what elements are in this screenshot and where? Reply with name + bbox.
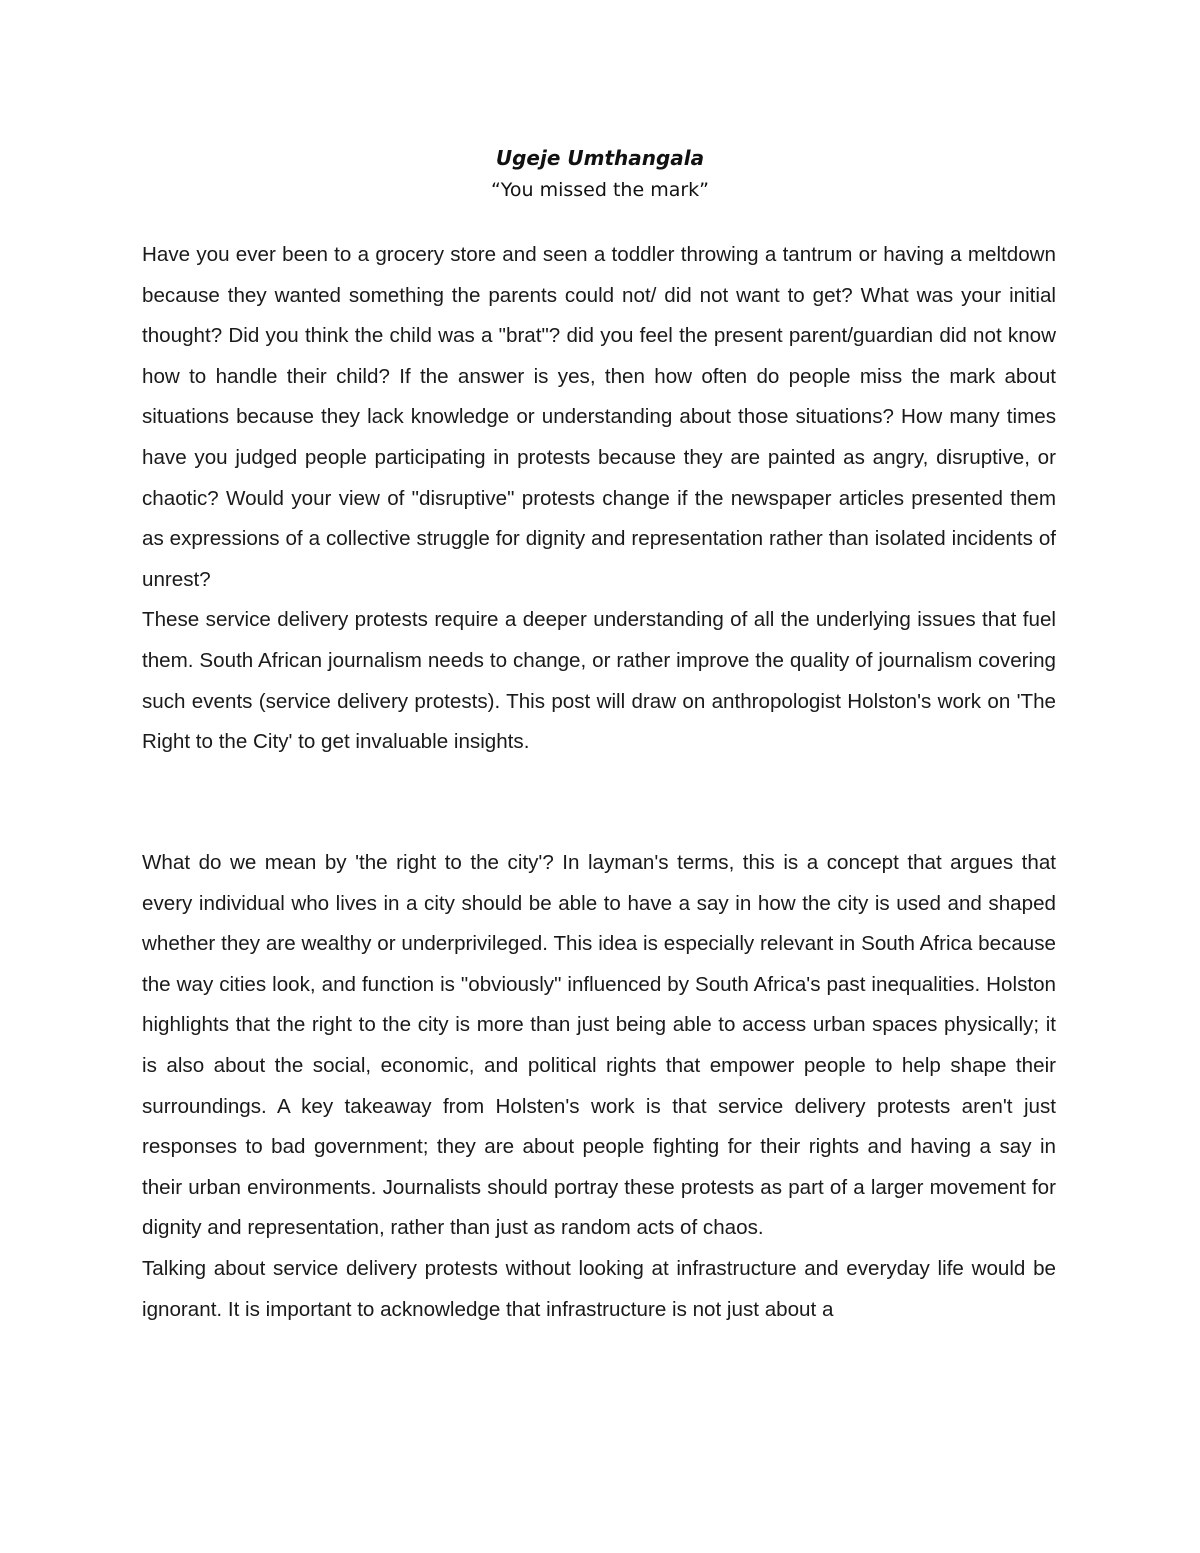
paragraph-3: What do we mean by 'the right to the city'? In layman's terms, this is a concept that argues that every individual who lives in a city should be able to have a say in how the city is used and shaped whether they are wealthy or underprivileged. This idea is especially relevant in South Africa because the way cities look, and function is "obviously" influenced by South Africa's past inequalities. Holston highlights that the right to the city is more than just being able to access urban spaces physically; it is also about the social, economic, and political rights that empower people to help shape their surroundings. A key takeaway from Holsten's work is that service delivery protests aren't just responses to bad government; they are about people fighting for their rights and having a say in their urban environments. Journalists should portray these protests as part of a larger movement for dignity and representation, rather than just as random acts of chaos. <box>142 851 1056 1240</box>
paragraph-2: These service delivery protests require a deeper understanding of all the underlying issues that fuel them. South African journalism needs to change, or rather improve the quality of journalism covering such events (service delivery protests). This post will draw on anthropologist Holston's work on 'The Right to the City' to get invaluable insights. <box>142 608 1056 754</box>
paragraph-4: Talking about service delivery protests without looking at infrastructure and everyday life would be ignorant. It is important to acknowledge that infrastructure is not just about a <box>142 1256 1056 1321</box>
document-subtitle: “You missed the mark” <box>490 179 710 201</box>
paragraph-1: Have you ever been to a grocery store and seen a toddler throwing a tantrum or having a meltdown because they wanted something the parents could not/ did not want to get? What was your initial thought? Did you think the child was a "brat"? did you feel the present parent/guardian did not know how to handle their child? If the answer is yes, then how often do people miss the mark about situations because they lack knowledge or understanding about those situations? How many times have you judged people participating in protests because they are painted as angry, disruptive, or chaotic? Would your view of "disruptive" protests change if the newspaper articles presented them as expressions of a collective struggle for dignity and representation rather than isolated incidents of unrest? <box>142 243 1056 591</box>
document-title: Ugeje Umthangala <box>495 146 705 170</box>
body-section-1 <box>142 235 1056 763</box>
body-section-2 <box>142 843 1056 1330</box>
